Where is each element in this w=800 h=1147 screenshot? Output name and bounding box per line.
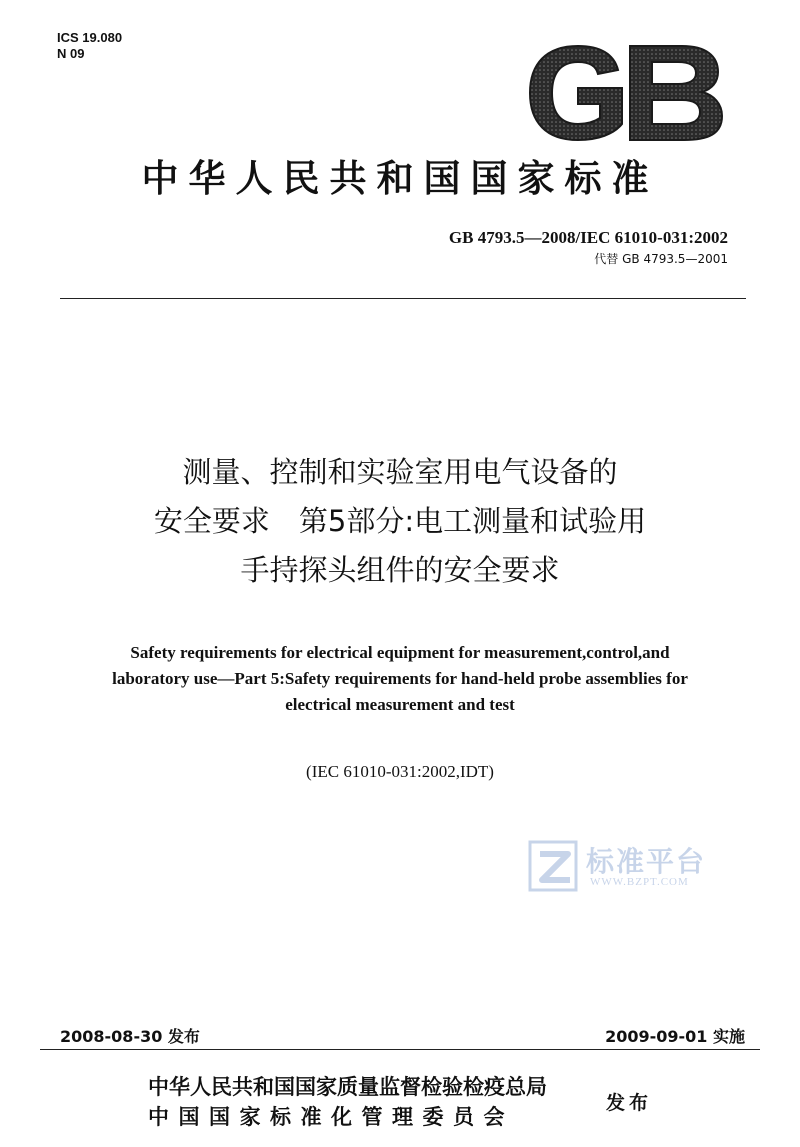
chinese-title-line: 手持探头组件的安全要求 (240, 553, 560, 587)
watermark (528, 838, 728, 898)
ics-code: ICS 19.080 (57, 30, 123, 45)
issuing-authorities (148, 1072, 547, 1132)
classification-codes (57, 30, 122, 62)
english-title-line: electrical measurement and test (285, 695, 515, 714)
national-standard-title: 中华人民共和国国家标准 (141, 157, 659, 200)
issuer-line: 中华人民共和国国家质量监督检验检疫总局 (148, 1075, 547, 1099)
implement-date: 2009-09-01 实施 (605, 1027, 745, 1046)
issuer-line: 中国国家标准化管理委员会 (148, 1105, 514, 1129)
replaces-note: 代替 GB 4793.5—2001 (594, 252, 728, 266)
chinese-title-line: 安全要求 第5部分:电工测量和试验用 (153, 504, 647, 538)
ccs-code: N 09 (57, 46, 85, 61)
header-divider (60, 298, 746, 299)
english-title-line: laboratory use—Part 5:Safety requirements for hand-held probe assemblies for (112, 669, 688, 688)
issue-label: 发布 (606, 1092, 653, 1114)
gb-logo (522, 40, 726, 146)
watermark-z-icon (528, 838, 580, 894)
logo-text: GB (522, 40, 524, 41)
footer-divider (40, 1049, 760, 1050)
watermark-text: 标准平台 (586, 845, 707, 878)
standard-number: GB 4793.5—2008/IEC 61010-031:2002 (448, 228, 728, 247)
english-title-line: Safety requirements for electrical equipment for measurement,control,and (130, 643, 670, 662)
chinese-title (40, 448, 760, 595)
publish-date: 2008-08-30 发布 (60, 1027, 200, 1046)
adoption-note: (IEC 61010-031:2002,IDT) (306, 762, 494, 781)
watermark-url: WWW.BZPT.COM (590, 876, 689, 888)
chinese-title-line: 测量、控制和实验室用电气设备的 (182, 455, 618, 489)
english-title (40, 640, 760, 718)
